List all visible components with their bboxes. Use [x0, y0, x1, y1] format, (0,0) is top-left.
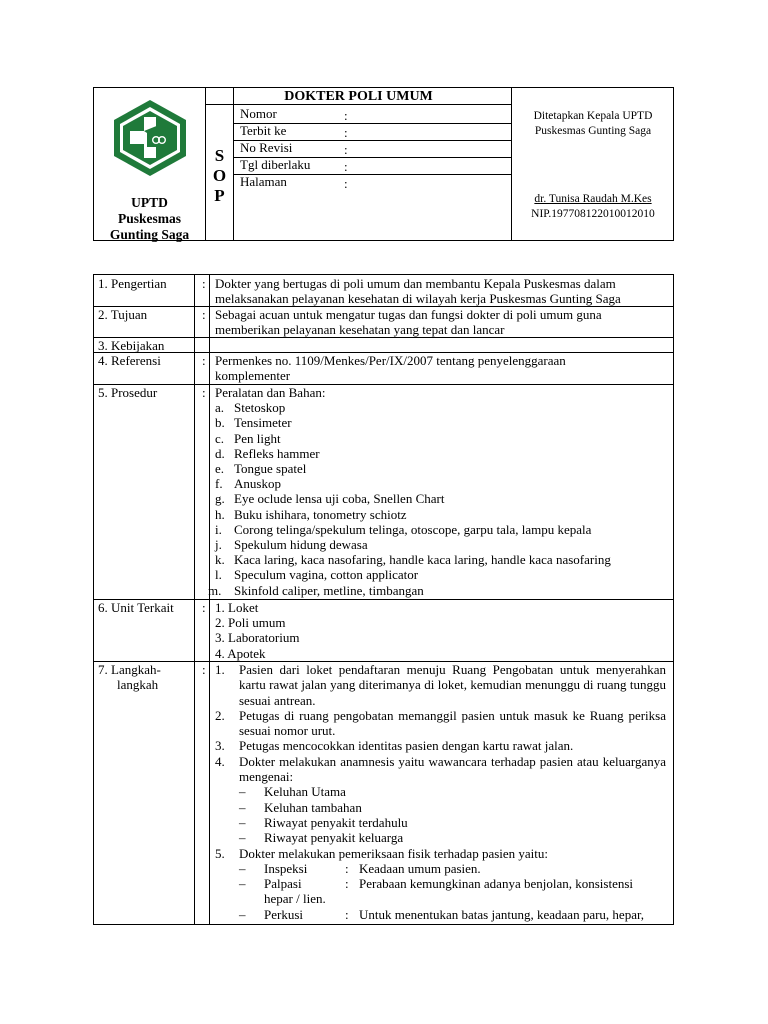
meta-label-tgl: Tgl diberlaku [240, 157, 311, 172]
row-label-pengertian: 1. Pengertian [98, 276, 167, 291]
list-item: – Inspeksi : Keadaan umum pasien. [239, 860, 481, 876]
row-colon: : [202, 307, 206, 322]
list-item: h. Buku ishihara, tonometry schiotz [215, 506, 407, 522]
approval-block: Ditetapkan Kepala UPTD Puskesmas Gunting Saga [533, 110, 653, 137]
list-item: l. Speculum vagina, cotton applicator [215, 567, 419, 583]
list-item: m. Skinfold caliper, metline, timbangan [208, 582, 424, 598]
list-item: d. Refleks hammer [215, 445, 320, 461]
sop-header-box [93, 87, 674, 241]
row-label-langkah: 7. Langkah- langkah [98, 662, 161, 693]
row-colon: : [202, 353, 206, 368]
signer-nip: NIP.197708122010012010 [531, 207, 655, 220]
list-item: – Keluhan Utama [239, 784, 346, 800]
langkah-steps [215, 662, 666, 922]
list-item: b. Tensimeter [215, 415, 292, 431]
meta-label-revisi: No Revisi [240, 140, 293, 155]
meta-colon: : [344, 159, 348, 174]
meta-colon: : [344, 108, 348, 123]
list-item: 4. Apotek [215, 645, 266, 661]
row-colon: : [202, 600, 206, 615]
row-label-tujuan: 2. Tujuan [98, 307, 148, 322]
header-divider [205, 104, 511, 105]
puskesmas-logo-icon [112, 98, 188, 178]
list-item: j. Spekulum hidung dewasa [215, 537, 368, 553]
row-colon: : [202, 662, 206, 677]
tujuan-text: Sebagai acuan untuk mengatur tugas dan fungsi dokter di poli umum guna memberikan pelayanan kesehatan yang tepat dan lancar [215, 307, 602, 338]
list-item: g. Eye oclude lensa uji coba, Snellen Chart [215, 491, 445, 507]
list-item: 3. Laboratorium [215, 630, 300, 646]
row-label-unit-terkait: 6. Unit Terkait [98, 600, 174, 615]
signer-name: dr. Tunisa Raudah M.Kes [534, 193, 652, 205]
list-item: – Palpasi : Perabaan kemungkinan adanya benjolan, konsistensi [239, 876, 634, 892]
meta-label-halaman: Halaman [240, 174, 287, 189]
sop-label: S O P [212, 146, 227, 205]
list-item: – Riwayat penyakit keluarga [239, 830, 404, 846]
header-divider [233, 88, 234, 240]
row-label-prosedur: 5. Prosedur [98, 385, 158, 400]
list-item: – Keluhan tambahan [239, 799, 362, 815]
list-item: 1. Pasien dari loket pendaftaran menuju Ruang Pengobatan untuk menyerahkan kartu rawat jalan yang diterimanya di loket, kemudian menunggu di ruang tunggu sesuai antrean. [215, 662, 666, 708]
list-item: hepar / lien. [264, 891, 326, 907]
list-item: – Riwayat penyakit terdahulu [239, 814, 408, 830]
list-item: 4. Dokter melakukan anamnesis yaitu wawancara terhadap pasien atau keluarganya mengenai: [215, 753, 666, 785]
list-item: – Perkusi : Untuk menentukan batas jantung, keadaan paru, hepar, [239, 906, 645, 922]
meta-colon: : [344, 125, 348, 140]
list-item: a. Stetoskop [215, 400, 286, 416]
meta-colon: : [344, 176, 348, 191]
list-item: 1. Loket [215, 600, 259, 615]
row-colon: : [202, 385, 206, 400]
meta-colon: : [344, 142, 348, 157]
row-label-referensi: 4. Referensi [98, 353, 161, 368]
list-item: i. Corong telinga/spekulum telinga, otoscope, garpu tala, lampu kepala [215, 521, 592, 537]
list-item: c. Pen light [215, 430, 281, 446]
prosedur-heading: Peralatan dan Bahan: [215, 385, 326, 400]
prosedur-equipment-list [208, 385, 670, 598]
unit-terkait-list [215, 600, 670, 661]
list-item: f. Anuskop [215, 476, 281, 492]
meta-label-nomor: Nomor [240, 106, 277, 121]
organization-name: UPTD Puskesmas Gunting Saga [109, 195, 190, 242]
list-item: e. Tongue spatel [215, 461, 307, 477]
row-colon: : [202, 276, 206, 291]
meta-label-terbit: Terbit ke [240, 123, 287, 138]
referensi-text: Permenkes no. 1109/Menkes/Per/IX/2007 tentang penyelenggaraan komplementer [215, 353, 566, 384]
signature-block [512, 192, 674, 221]
list-item: 2. Petugas di ruang pengobatan memanggil pasien untuk masuk ke Ruang periksa sesuai nomor urut. [215, 707, 666, 739]
document-title: DOKTER POLI UMUM [284, 89, 433, 104]
list-item: 5. Dokter melakukan pemeriksaan fisik terhadap pasien yaitu: [215, 845, 549, 861]
sop-content-table [93, 274, 674, 925]
row-label-kebijakan: 3. Kebijakan [98, 338, 165, 353]
list-item: 3. Petugas mencocokkan identitas pasien dengan kartu rawat jalan. [215, 738, 574, 754]
list-item: 2. Poli umum [215, 615, 286, 631]
list-item: k. Kaca laring, kaca nasofaring, handle kaca laring, handle kaca nasofaring [215, 552, 611, 568]
pengertian-text: Dokter yang bertugas di poli umum dan membantu Kepala Puskesmas dalam melaksanakan pelayanan kesehatan di wilayah kerja Puskesmas Gunting Saga [215, 276, 621, 307]
